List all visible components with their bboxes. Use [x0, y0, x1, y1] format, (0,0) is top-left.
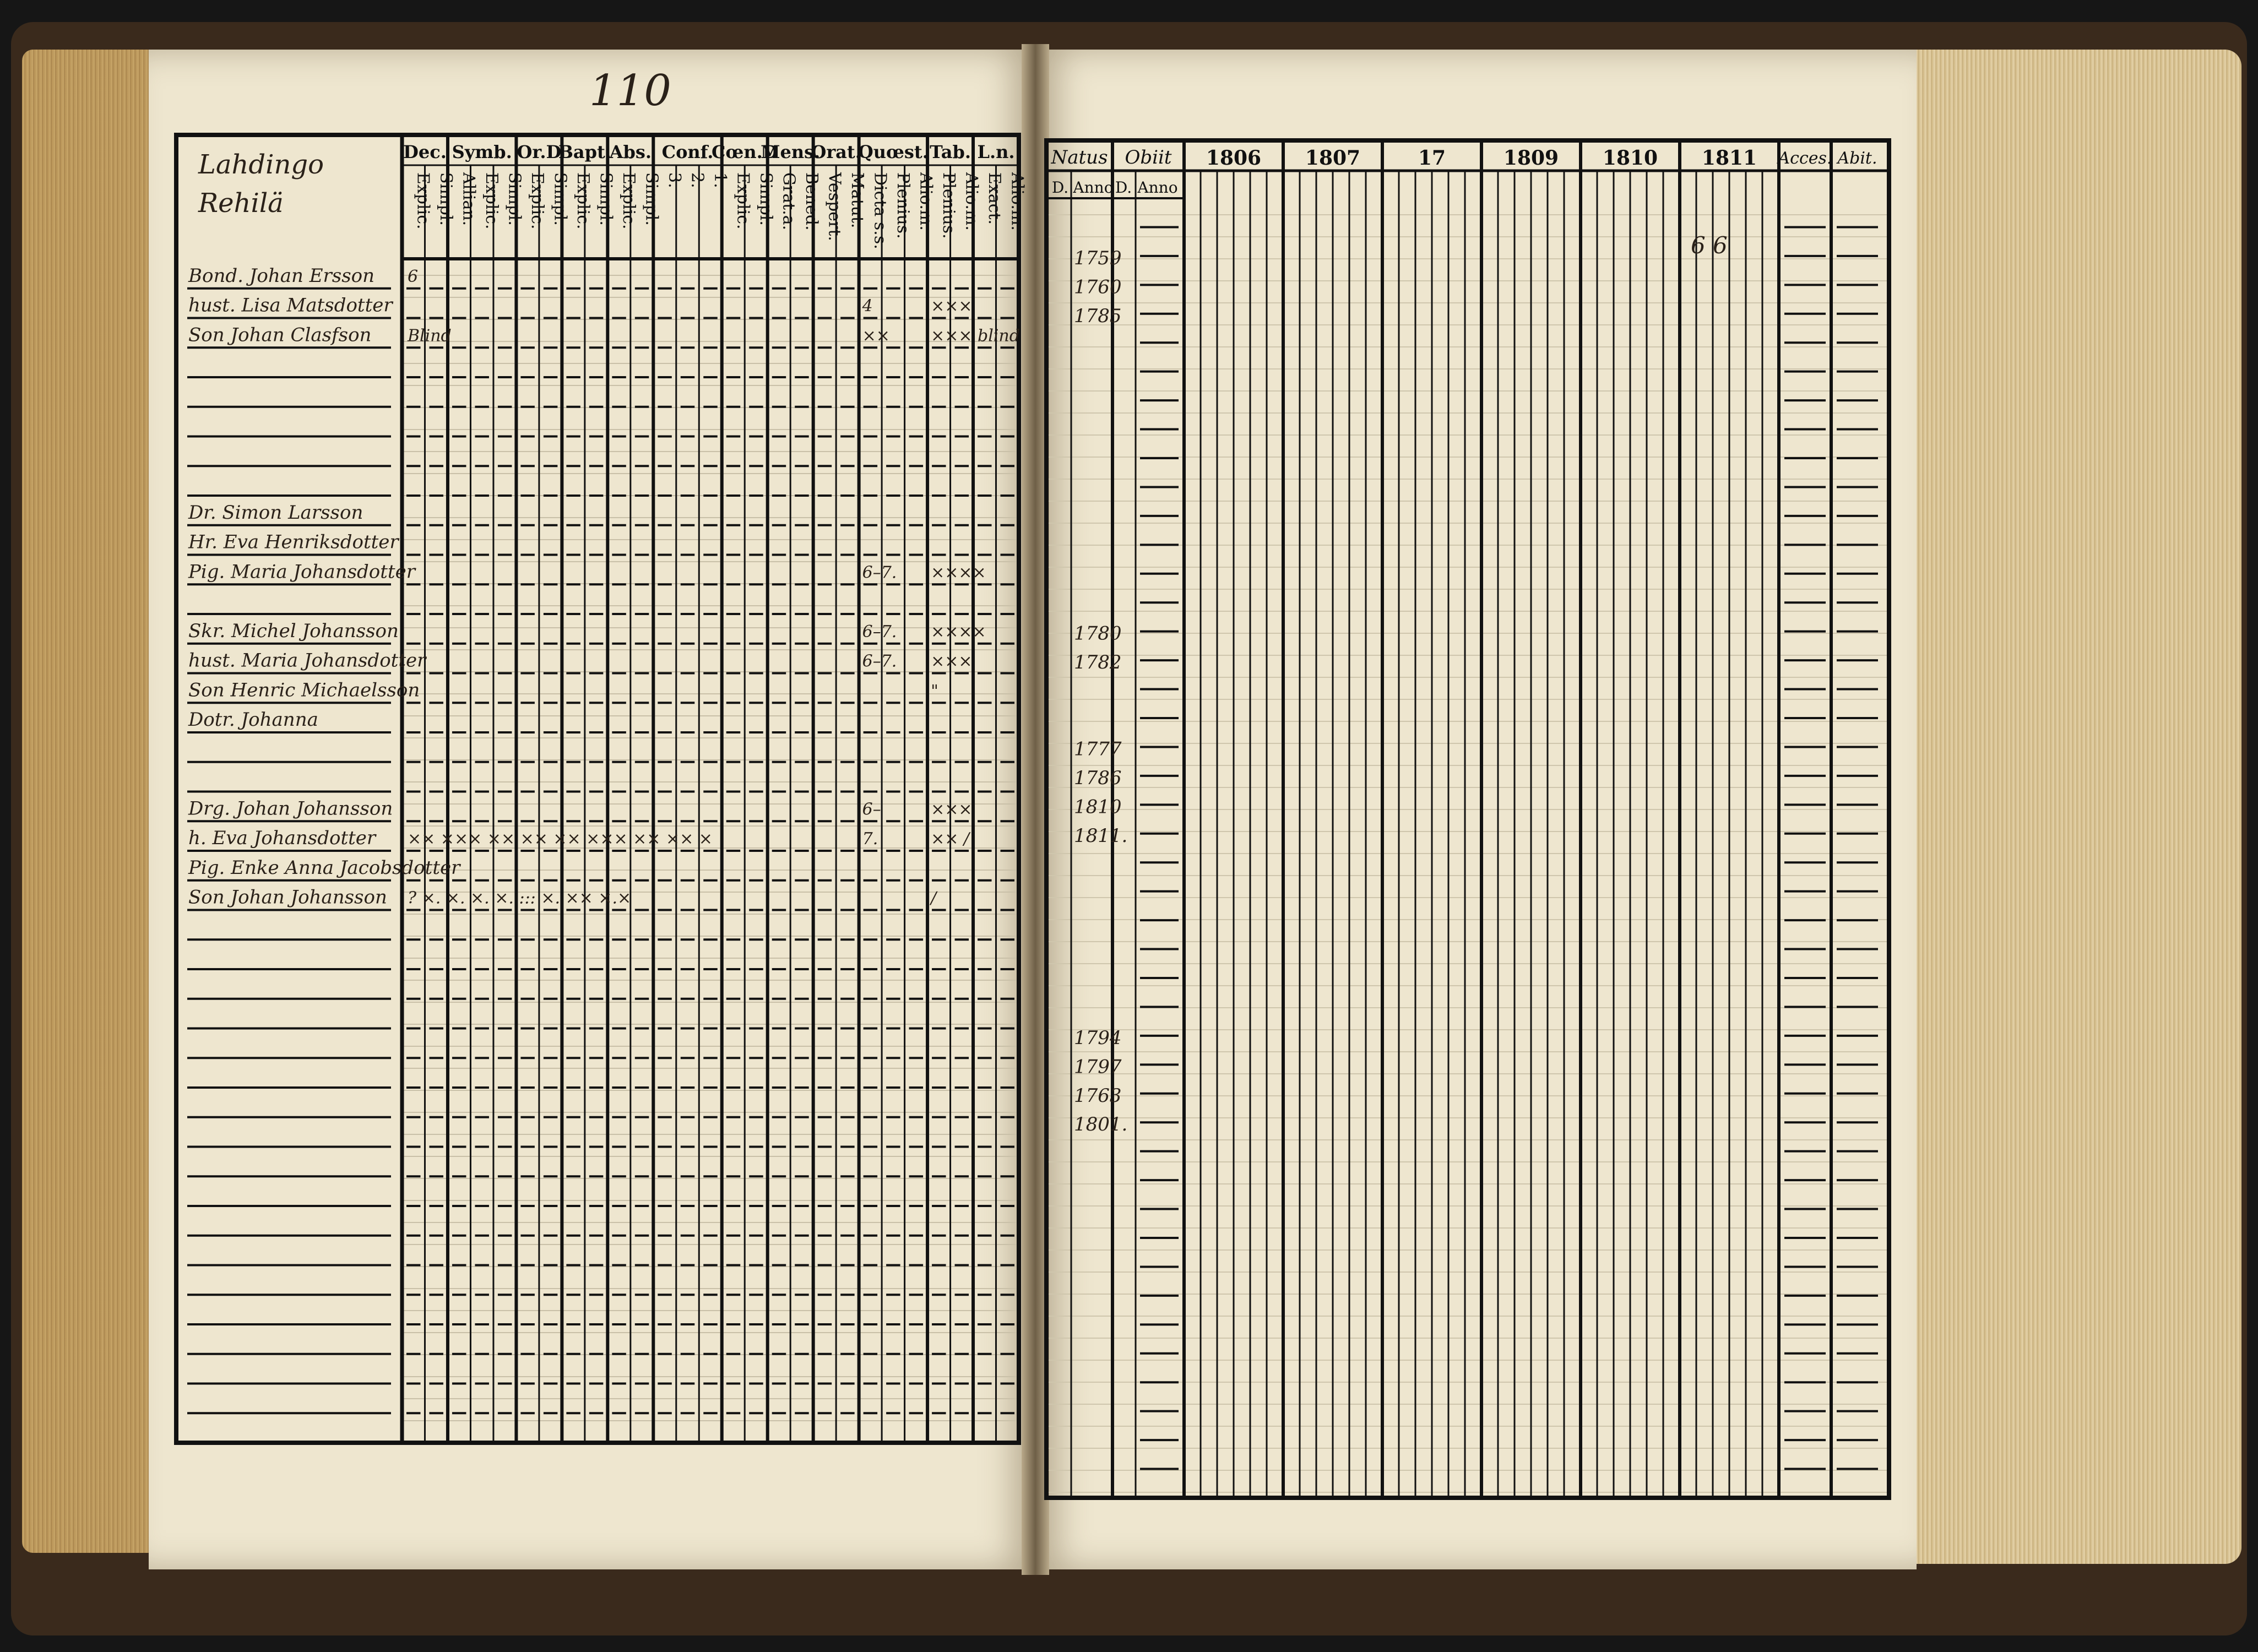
- natus-day-header: D.: [1051, 178, 1069, 197]
- entry-tabula: ××××: [931, 622, 986, 642]
- entry-name: h. Eva Johansdotter: [188, 827, 376, 849]
- natus-header: Natus: [1051, 146, 1108, 169]
- entry-name: Son Johan Johansson: [188, 886, 387, 909]
- entry-name: Drg. Johan Johansson: [188, 797, 393, 820]
- column-header: Mens.: [761, 142, 821, 162]
- subcolumn-header: Allian.: [459, 172, 479, 226]
- subcolumn-header: Alio.m.: [962, 172, 981, 231]
- year-header: 17: [1418, 146, 1446, 170]
- birth-year: 1801.: [1074, 1113, 1128, 1136]
- entry-name: hust. Lisa Matsdotter: [188, 294, 393, 317]
- birth-year: 1810: [1074, 796, 1122, 818]
- subcolumn-header: Explic.: [413, 172, 433, 230]
- subcolumn-header: Alio.m.: [916, 172, 936, 231]
- birth-year: 1777: [1074, 738, 1122, 760]
- abit-header: Abit.: [1837, 149, 1877, 168]
- subcolumn-header: 3.: [665, 172, 685, 188]
- location-heading: Lahdingo: [198, 149, 324, 180]
- entry-name: Pig. Maria Johansdotter: [188, 561, 415, 583]
- page-number: 110: [589, 66, 671, 116]
- subcolumn-header: Explic.: [619, 172, 639, 230]
- entry-quaestiones: ××: [862, 326, 890, 346]
- entry-tabula: ××× blind: [931, 326, 1020, 346]
- subcolumn-header: 1.: [710, 172, 730, 188]
- entry-marks: Blind: [408, 326, 452, 346]
- year-header: 1810: [1602, 146, 1658, 170]
- entry-tabula: ××××: [931, 563, 986, 583]
- entry-quaestiones: 6–7.: [862, 651, 897, 671]
- birth-year: 1780: [1074, 622, 1122, 645]
- obiit-anno-header: Anno: [1137, 178, 1178, 197]
- subcolumn-header: Grat.a.: [779, 172, 799, 231]
- birth-year: 1785: [1074, 305, 1122, 327]
- entry-quaestiones: 6–7.: [862, 622, 897, 642]
- subcolumn-header: Simpl.: [756, 172, 775, 226]
- entry-quaestiones: 6–: [862, 800, 881, 819]
- column-header: Or.D: [517, 142, 562, 162]
- year-header: 1809: [1503, 146, 1559, 170]
- subcolumn-header: Simpl.: [436, 172, 456, 226]
- subcolumn-header: Dicta s.s.: [870, 172, 890, 249]
- entry-name: Dotr. Johanna: [188, 709, 318, 731]
- birth-year: 1763: [1074, 1084, 1122, 1107]
- column-header: Cœn.D: [711, 142, 778, 162]
- birth-year: 1782: [1074, 651, 1122, 674]
- entry-tabula: ×××: [931, 296, 973, 316]
- subcolumn-header: Simpl.: [596, 172, 616, 226]
- column-header: Bapt.: [558, 142, 611, 162]
- year-header: 1806: [1206, 146, 1262, 170]
- entry-name: Skr. Michel Johansson: [188, 620, 399, 642]
- small-mark: 6: [1713, 231, 1728, 259]
- small-mark: 6: [1691, 231, 1706, 259]
- column-header: Quœst.: [857, 142, 929, 162]
- year-header: 1811: [1701, 146, 1757, 170]
- natus-anno-header: Anno: [1073, 178, 1114, 197]
- entry-quaestiones: 6–7.: [862, 563, 897, 583]
- entry-marks: ? ×. ×. ×. ×. ::: ×. ×× ×.×: [408, 888, 632, 908]
- acces-header: Acces.: [1778, 149, 1832, 168]
- subcolumn-header: Vespert.: [824, 172, 844, 241]
- subcolumn-header: Simpl.: [550, 172, 570, 226]
- column-header: L.n.: [977, 142, 1015, 162]
- entry-quaestiones: 7.: [862, 829, 878, 849]
- obiit-day-header: D.: [1115, 178, 1132, 197]
- subcolumn-header: Bened.: [801, 172, 821, 231]
- location-heading: Rehilä: [198, 188, 284, 219]
- column-header: Abs.: [609, 142, 652, 162]
- birth-year: 1760: [1074, 276, 1122, 298]
- subcolumn-header: Explic.: [528, 172, 547, 230]
- entry-tabula: ×× /: [931, 829, 969, 849]
- entry-tabula: ×××: [931, 800, 973, 819]
- entry-quaestiones: 4: [862, 296, 873, 316]
- column-header: Orat.: [811, 142, 861, 162]
- entry-tabula: ": [931, 681, 938, 701]
- entry-name: Dr. Simon Larsson: [188, 501, 363, 524]
- column-header: Dec.: [403, 142, 447, 162]
- entry-name: Son Henric Michaelsson: [188, 679, 420, 702]
- subcolumn-header: Explic.: [733, 172, 753, 230]
- entry-tabula: ×××: [931, 651, 973, 671]
- subcolumn-header: Plenius.: [938, 172, 958, 239]
- birth-year: 1794: [1074, 1026, 1122, 1049]
- subcolumn-header: Alio.m.: [1007, 172, 1027, 231]
- birth-year: 1811.: [1074, 824, 1128, 847]
- birth-year: 1797: [1074, 1056, 1122, 1078]
- column-header: Tab.: [930, 142, 971, 162]
- birth-year: 1786: [1074, 767, 1122, 789]
- entry-name: Bond. Johan Ersson: [188, 264, 375, 287]
- column-header: Symb.: [452, 142, 512, 162]
- subcolumn-header: Exact.: [984, 172, 1004, 225]
- entry-name: Pig. Enke Anna Jacobsdotter: [188, 856, 460, 879]
- year-header: 1807: [1305, 146, 1361, 170]
- entry-marks: ×× ××× ×× ×× ×× ××× ×× ×× ×: [408, 829, 713, 849]
- subcolumn-header: Matut.: [847, 172, 867, 229]
- birth-year: 1759: [1074, 247, 1122, 269]
- entry-name: hust. Maria Johansdotter: [188, 649, 426, 672]
- subcolumn-header: Simpl.: [504, 172, 524, 226]
- subcolumn-header: Simpl.: [642, 172, 661, 226]
- subcolumn-header: 2.: [687, 172, 707, 188]
- subcolumn-header: Explic.: [573, 172, 593, 230]
- subcolumn-header: Plenius.: [893, 172, 913, 239]
- entry-marks: 6: [408, 267, 419, 286]
- subcolumn-header: Explic.: [482, 172, 502, 230]
- entry-tabula: /: [931, 888, 937, 908]
- obiit-header: Obiit: [1125, 146, 1172, 169]
- entry-name: Son Johan Clasfson: [188, 324, 372, 346]
- entry-name: Hr. Eva Henriksdotter: [188, 531, 399, 553]
- column-header: Conf.: [661, 142, 714, 162]
